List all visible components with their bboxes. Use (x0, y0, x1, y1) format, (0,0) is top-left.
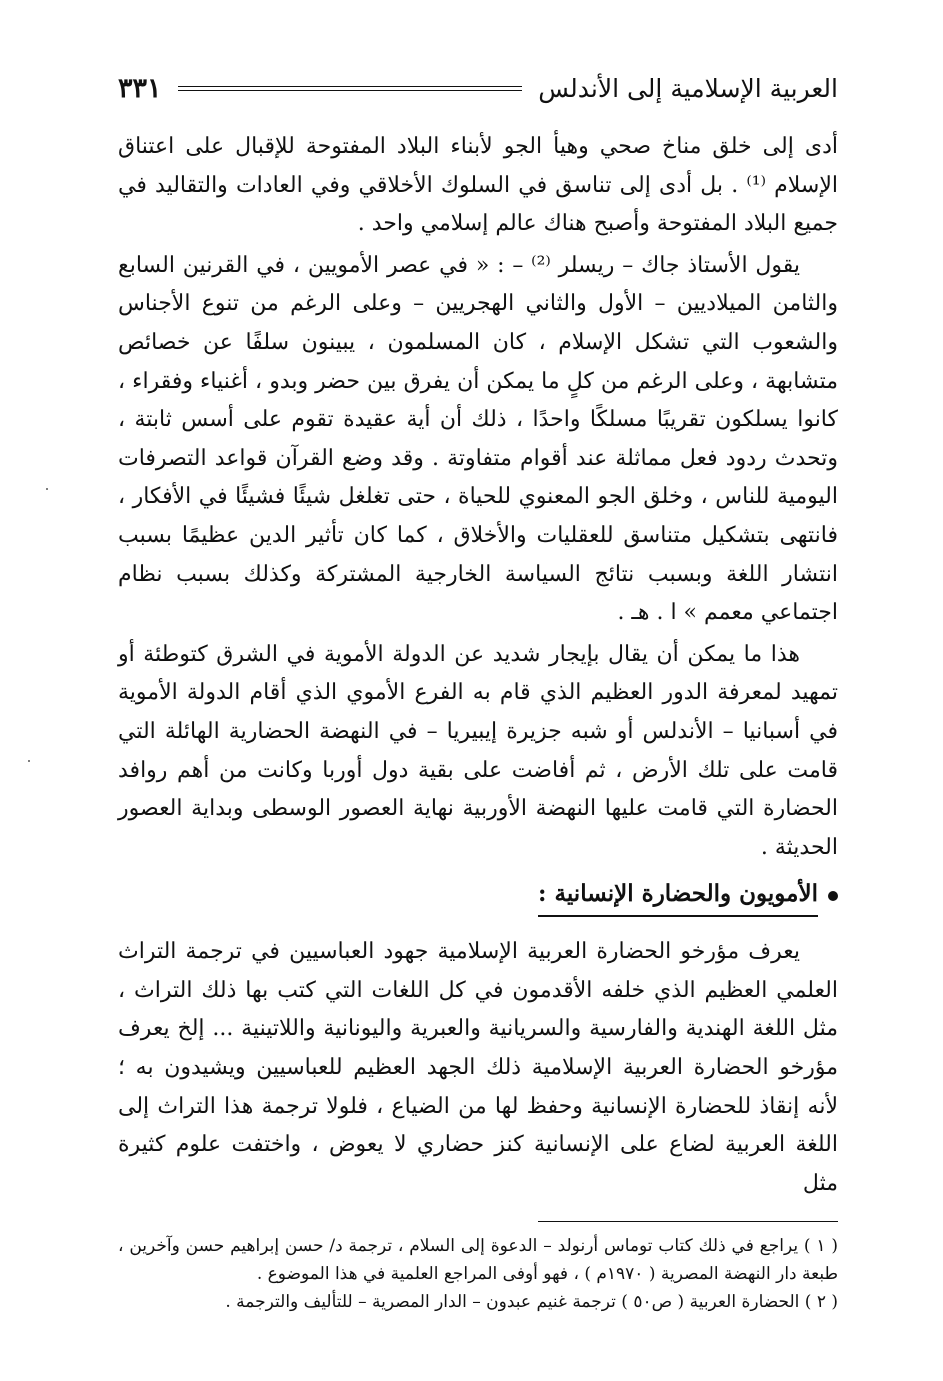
section-heading (118, 875, 838, 917)
bullet-icon (828, 891, 838, 901)
running-header (118, 62, 838, 114)
paragraph-3: هذا ما يمكن أن يقال بإيجار شديد عن الدولة الأموية في الشرق كتوطئة أو تمهيد لمعرفة الدور العظيم الذي قام به الفرع الأموي الذي أقام الدولة الأموية في أسبانيا – الأندلس أو شبه جزيرة إيبيريا – في النهضة الحضارية الهائلة التي قامت على تلك الأرض ، ثم أفاضت على بقية دول أوربا وكانت من أهم روافد الحضارة التي قامت عليها النهضة الأوربية نهاية العصور الوسطى وبداية العصور الحديثة . (118, 641, 838, 860)
footnote-1: ( ١ ) يراجع في ذلك كتاب توماس أرنولد – الدعوة إلى السلام ، ترجمة د/ حسن إبراهيم حسن وآخرين ، طبعة دار النهضة المصرية ( ١٩٧٠م ) ، فهو أوفى المراجع العلمية في هذا الموضوع . (118, 1236, 838, 1285)
section-heading-text: الأمويون والحضارة الإنسانية : (538, 875, 818, 917)
margin-speck (28, 760, 30, 762)
footnotes (118, 1232, 838, 1316)
paragraph-2: يقول الأستاذ جاك – ريسلر ⁽²⁾ – : « في عصر الأمويين ، في القرنين السابع والثامن الميلاديين – الأول والثاني الهجريين – وعلى الرغم من تنوع الأجناس والشعوب التي تشكل الإسلام ، كان المسلمون ، يبينون سلفًا عن خصائص متشابهة ، وعلى الرغم من كلٍ ما يمكن أن يفرق بين حضر وبدو ، أغنياء وفقراء ، كانوا يسلكون تقريبًا مسلكًا واحدًا ، ذلك أن أية عقيدة تقوم على أسس ثابتة ، وتحدث ردود فعل مماثلة عند أقوام متفاوتة . وقد وضع القرآن قواعد التصرفات اليومية للناس ، وخلق الجو المعنوي للحياة ، حتى تغلغل شيئًا فشيئًا في الأفكار ، فانتهى بتشكيل متناسق للعقليات والأخلاق ، كما كان تأثير الدين عظيمًا بسبب انتشار اللغة وبسبب نتائج السياسة الخارجية المشتركة وكذلك بسبب نظام اجتماعي معمم » ا . هـ . (118, 252, 838, 626)
running-header-title: العربية الإسلامية إلى الأندلس (538, 73, 838, 103)
margin-speck (46, 488, 48, 490)
footnote-separator (538, 1221, 838, 1222)
page-body (118, 128, 838, 1316)
paragraph-1: أدى إلى خلق مناخ صحي وهيأ الجو لأبناء البلاد المفتوحة للإقبال على اعتناق الإسلام ⁽¹⁾ . بل أدى إلى تناسق في السلوك الأخلاقي وفي العادات والتقاليد في جميع البلاد المفتوحة وأصبح هناك عالم إسلامي واحد . (118, 134, 838, 237)
footnote-2: ( ٢ ) الحضارة العربية ( ص٥٠ ) ترجمة غنيم عبدون – الدار المصرية – للتأليف والترجمة . (225, 1292, 838, 1313)
book-page (118, 62, 838, 1352)
header-double-rule (178, 86, 523, 91)
section-paragraph: يعرف مؤرخو الحضارة العربية الإسلامية جهود العباسيين في ترجمة التراث العلمي العظيم الذي خلفه الأقدمون في كل اللغات التي كتب بها ذلك التراث ، مثل اللغة الهندية والفارسية والسريانية والعبرية واليونانية واللاتينية ... إلخ يعرف مؤرخو الحضارة العربية الإسلامية ذلك الجهد العظيم للعباسيين ويشيدون به ؛ لأنه إنقاذ للحضارة الإنسانية وحفظ لها من الضياع ، فلولا ترجمة هذا التراث إلى اللغة العربية لضاع على الإنسانية كنز حضاري لا يعوض ، واختفت علوم كثيرة مثل (118, 939, 838, 1196)
heading-spacer (118, 917, 838, 933)
page-number: ٣٣١ (118, 72, 162, 104)
